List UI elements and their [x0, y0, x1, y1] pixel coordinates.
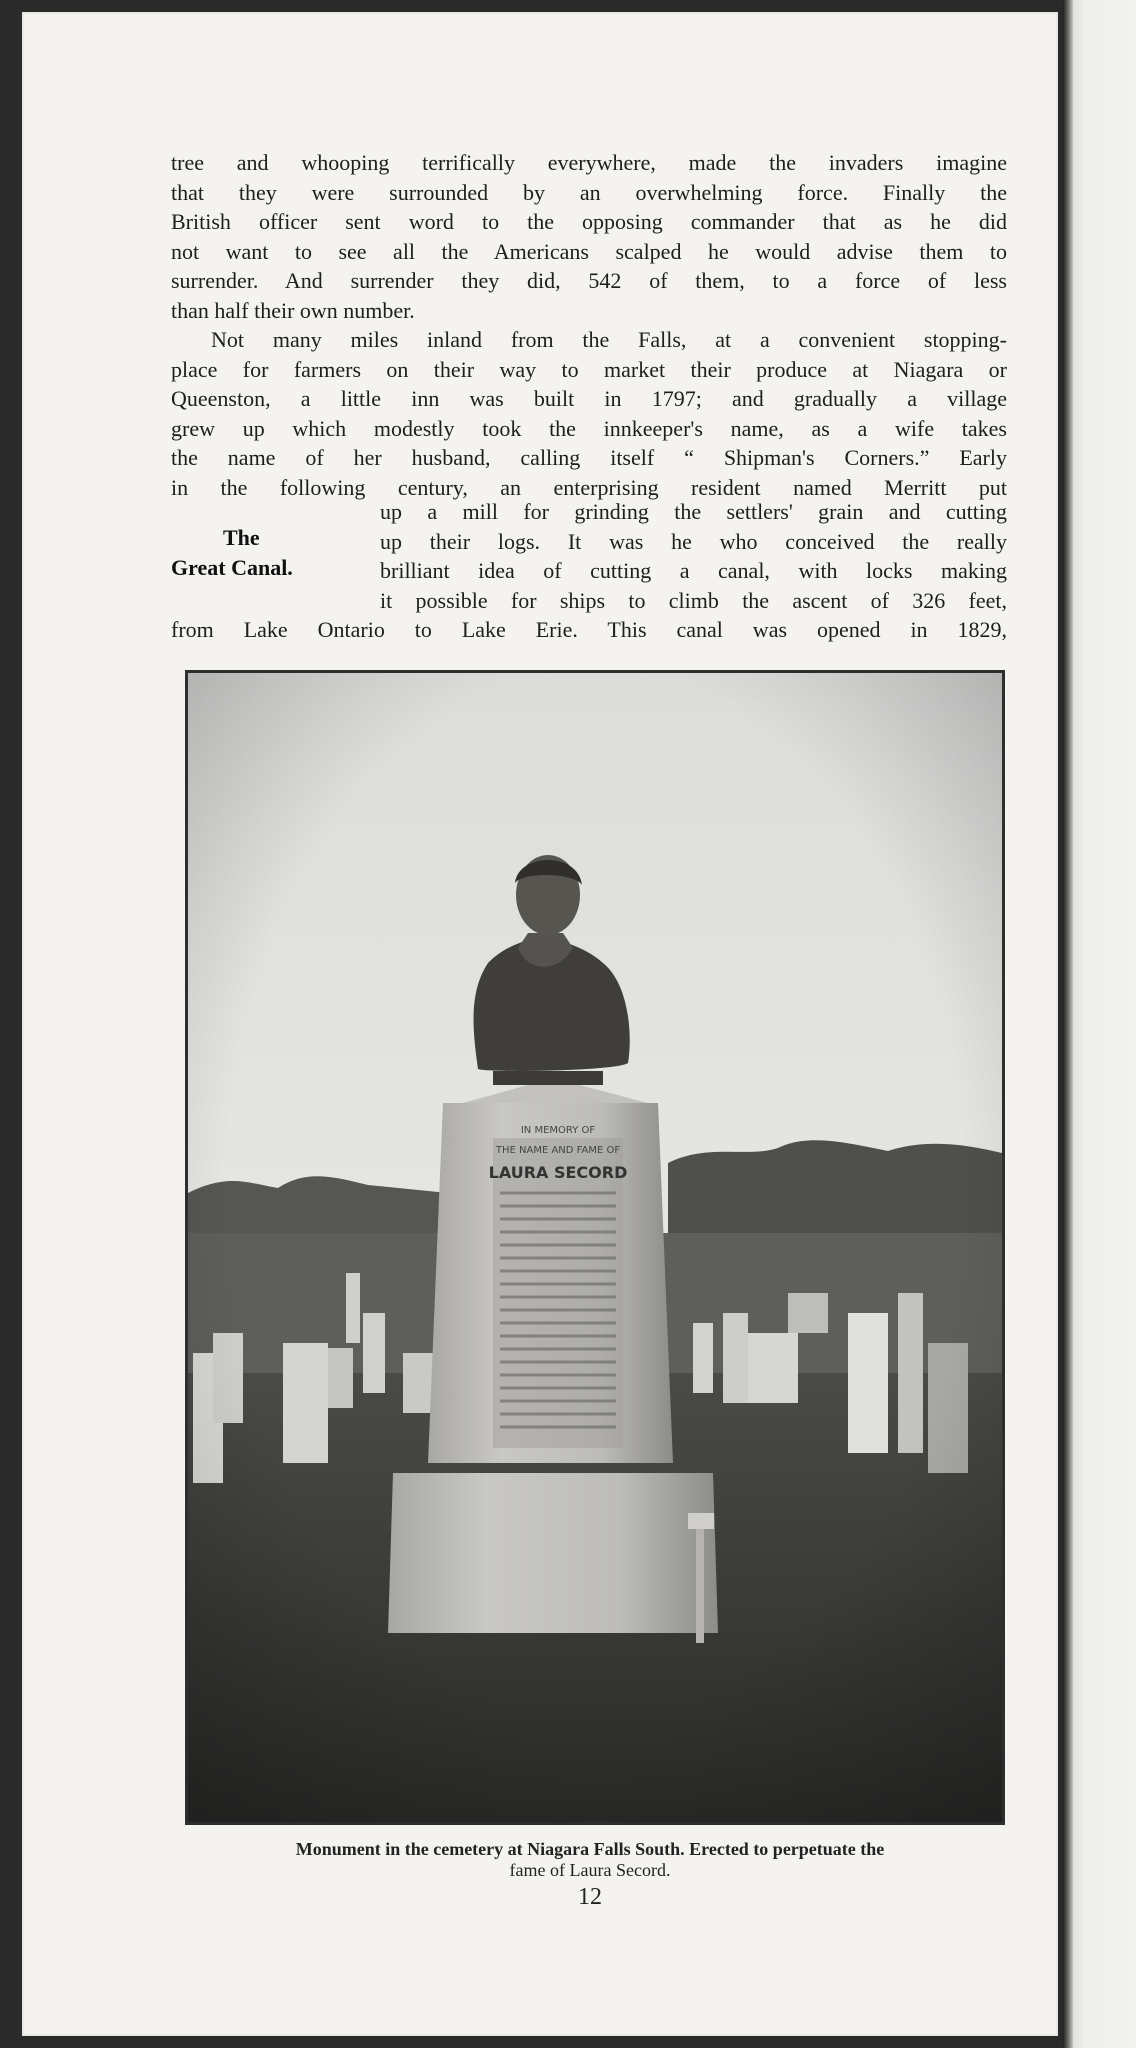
text-line: that they were surrounded by an overwhelming force. Finally the	[171, 179, 1007, 205]
caption-line: Monument in the cemetery at Niagara Falls South. Erected to perpetuate the	[295, 1839, 885, 1859]
margin-heading-line: Great Canal.	[171, 554, 293, 580]
text-line: from Lake Ontario to Lake Erie. This canal was opened in 1829,	[171, 617, 1007, 642]
photo-caption	[150, 1839, 1030, 1881]
text-line: place for farmers on their way to market their produce at Niagara or	[171, 356, 1007, 382]
text-line: grew up which modestly took the innkeeper's name, as a wife takes	[171, 415, 1007, 441]
caption-line: fame of Laura Secord.	[509, 1860, 671, 1880]
text-line: Not many miles inland from the Falls, at a convenient stopping-	[211, 327, 1007, 352]
monument-photograph	[185, 670, 1005, 1825]
paragraph-2-wrapped	[380, 497, 1007, 615]
text-line: brilliant idea of cutting a canal, with locks making	[380, 558, 1007, 584]
text-line: Queenston, a little inn was built in 1797; and gradually a village	[171, 386, 1007, 412]
text-line: not want to see all the Americans scalped he would advise them to	[171, 238, 1007, 264]
text-line: tree and whooping terrifically everywhere, made the invaders imagine	[171, 150, 1007, 175]
text-line: up a mill for grinding the settlers' grain and cutting	[380, 499, 1007, 524]
margin-heading-line: The	[223, 525, 260, 550]
text-line: British officer sent word to the opposing commander that as he did	[171, 209, 1007, 235]
text-line: the name of her husband, calling itself “ Shipman's Corners.” Early	[171, 445, 1007, 471]
text-line: in the following century, an enterprising resident named Merritt put	[171, 474, 1007, 500]
text-line: up their logs. It was he who conceived the really	[380, 528, 1007, 554]
margin-heading	[171, 523, 341, 582]
paragraph-1	[171, 148, 1007, 326]
paragraph-2	[171, 325, 1007, 503]
paragraph-2-end	[171, 615, 1007, 645]
adjacent-page-edge	[1063, 0, 1136, 2048]
text-line: it possible for ships to climb the ascent of 326 feet,	[380, 587, 1007, 613]
text-line: surrender. And surrender they did, 542 of them, to a force of less	[171, 268, 1007, 294]
page-number: 12	[578, 1884, 602, 1910]
monument-photo-illustration	[188, 673, 1002, 1822]
text-line: than half their own number.	[171, 297, 415, 323]
